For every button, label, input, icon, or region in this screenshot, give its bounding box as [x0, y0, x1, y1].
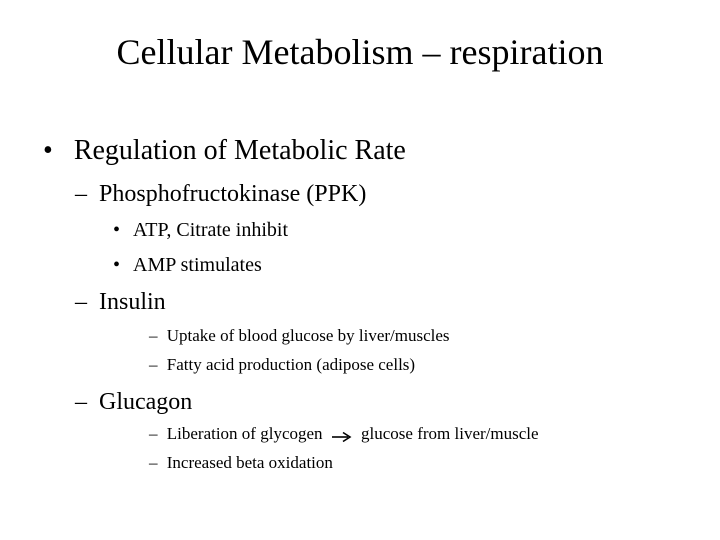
list-item: [149, 453, 333, 473]
bullet-regulation: [43, 135, 406, 167]
dash-marker: –: [149, 453, 158, 472]
right-arrow-icon: [331, 428, 353, 440]
subbullet-insulin: [75, 288, 166, 316]
dash-marker: –: [149, 326, 158, 345]
subbullet-text: Phosphofructokinase (PPK): [99, 181, 367, 207]
dash-marker: –: [75, 289, 87, 315]
list-item: [149, 355, 415, 375]
list-item-text-before: Liberation of glycogen: [166, 424, 323, 443]
subbullet-text: Glucagon: [99, 389, 193, 415]
subbullet-pfk: [75, 180, 366, 208]
list-item-text-after: glucose from liver/muscle: [361, 424, 539, 443]
bullet-marker: •: [113, 219, 121, 241]
dash-marker: –: [149, 424, 158, 443]
subbullet-text: Insulin: [99, 289, 166, 315]
dash-marker: –: [75, 181, 87, 207]
list-item: [149, 326, 450, 346]
list-item-text: ATP, Citrate inhibit: [133, 219, 289, 241]
subbullet-glucagon: [75, 388, 192, 416]
list-item-text: Increased beta oxidation: [166, 453, 333, 472]
list-item-text: Fatty acid production (adipose cells): [166, 355, 416, 374]
list-item-text: AMP stimulates: [133, 254, 262, 276]
list-item: [113, 253, 262, 277]
dash-marker: –: [75, 389, 87, 415]
slide-title: Cellular Metabolism – respiration: [116, 32, 604, 72]
bullet-text: Regulation of Metabolic Rate: [73, 135, 406, 166]
bullet-marker: •: [113, 254, 121, 276]
bullet-marker: •: [43, 135, 53, 166]
list-item: [113, 218, 288, 242]
list-item-text: Uptake of blood glucose by liver/muscles: [166, 326, 450, 345]
list-item: [149, 424, 539, 444]
dash-marker: –: [149, 355, 158, 374]
